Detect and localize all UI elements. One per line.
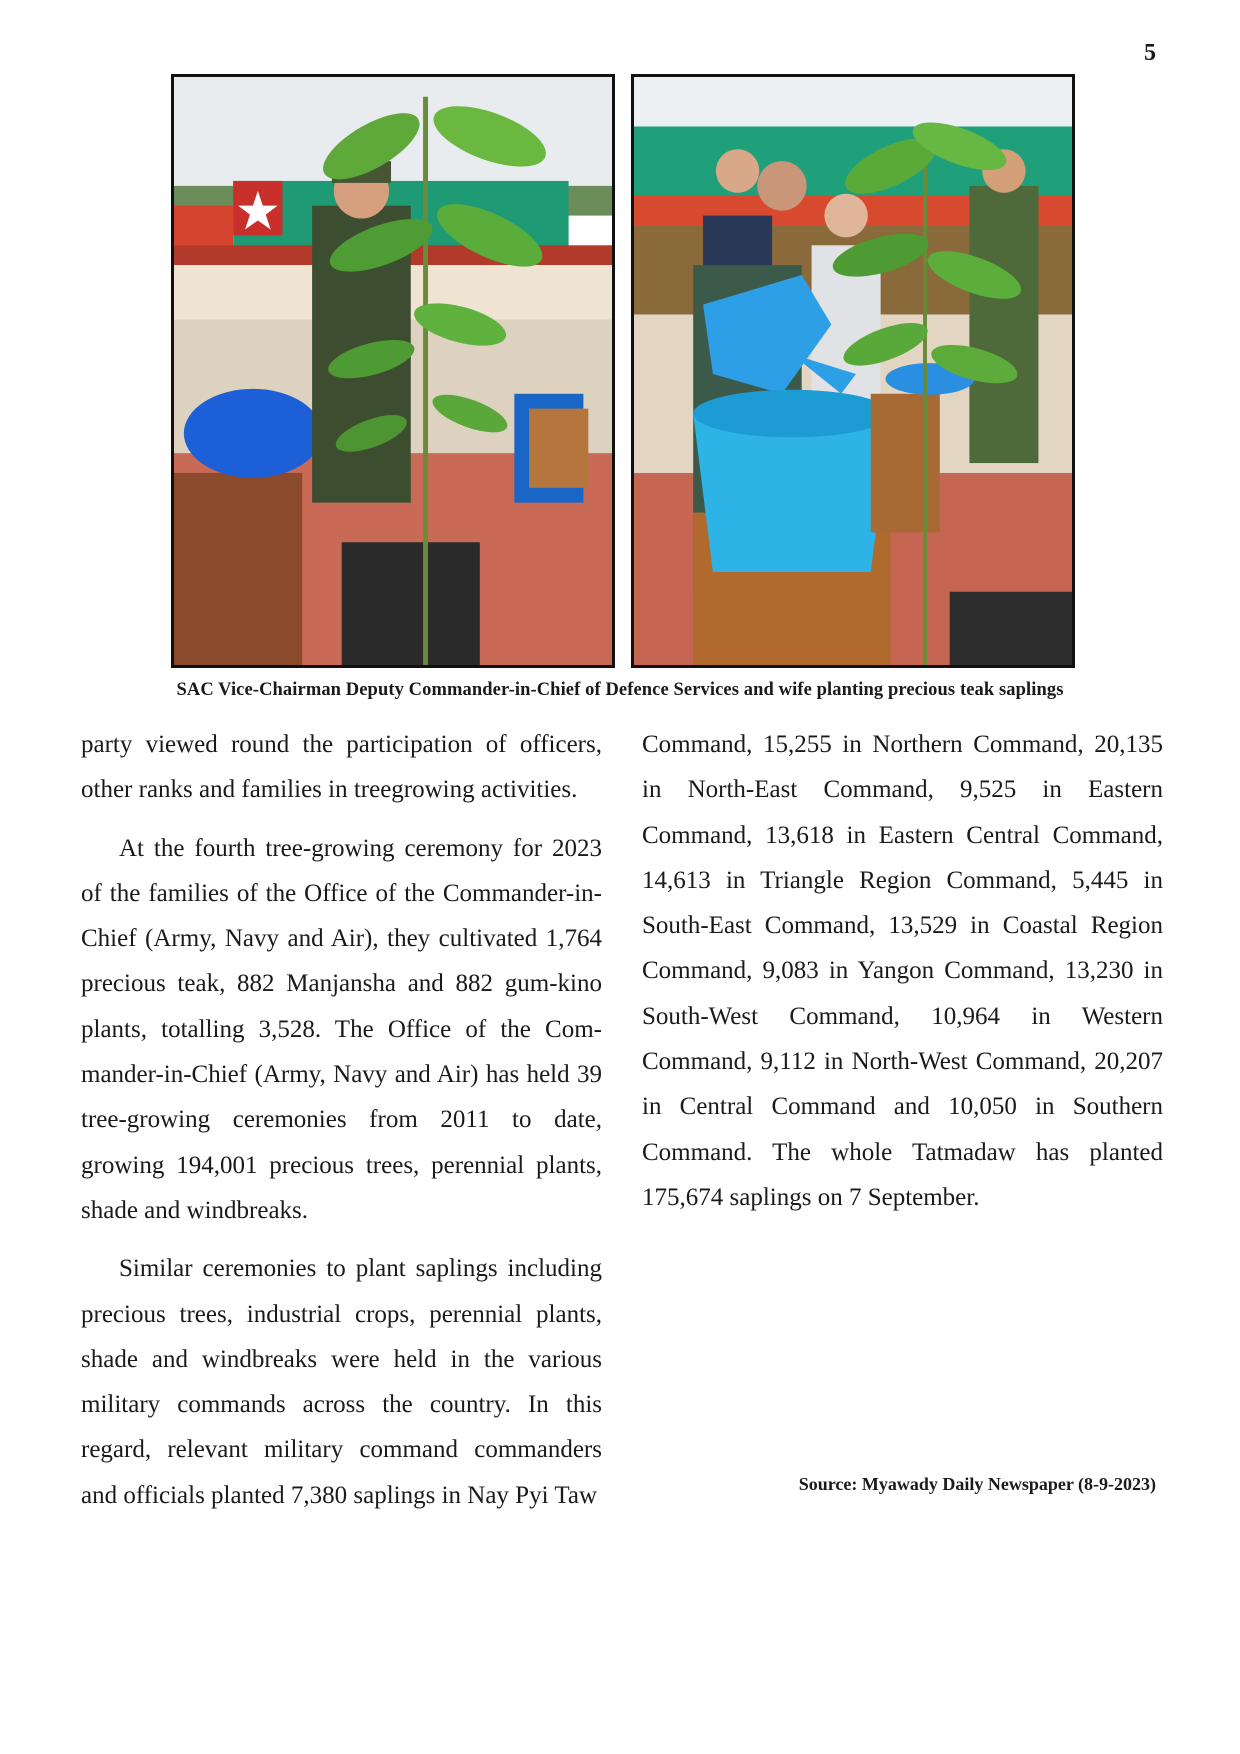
article-paragraph: Command, 15,255 in Northern Command, 20,135 in North-East Command, 9,525 in Eastern Command, 13,618 in Eastern Central Command, 14,613 in Triangle Region Command, 5,445 in South-East Command, 13,529 in Coastal Region Command, 9,083 in Yangon Command, 13,230 in South-West Command, 10,964 in Western Command, 9,112 in North-West Command, 20,207 in Central Command and 10,050 in Southern Command. The whole Tatmadaw has planted 175,674 saplings on 7 September.: [642, 731, 1163, 1211]
planting-photo-commander-image: [174, 77, 612, 665]
source-credit: Source: Myawady Daily Newspaper (8-9-2023): [798, 1474, 1156, 1494]
photo-caption: SAC Vice-Chairman Deputy Commander-in-Chief of Defence Services and wife planting precious teak saplings: [176, 680, 1064, 700]
watering-photo-wife-image: [634, 77, 1072, 665]
page-number: 5: [1144, 40, 1156, 66]
article-paragraph: Similar ceremonies to plant saplings including precious trees, industrial crops, perennial plants, shade and windbreaks were held in the various military commands across the country. In this regard, relevant military command commanders and officials planted 7,380 saplings in Nay Pyi Taw: [81, 1255, 602, 1509]
article-column-right: [642, 722, 1163, 1233]
planting-photo-commander: [171, 74, 615, 668]
watering-photo-wife: [631, 74, 1075, 668]
article-paragraph: At the fourth tree-growing ceremony for 2023 of the families of the Office of the Commander-in-Chief (Army, Navy and Air), they cultivated 1,764 precious teak, 882 Manjansha and 882 gum-kino plants, totalling 3,528. The Office of the Commander-in-Chief (Army, Navy and Air) has held 39 tree-growing ceremonies from 2011 to date, growing 194,001 precious trees, perennial plants, shade and windbreaks.: [81, 834, 602, 1224]
article-paragraph: party viewed round the participation of officers, other ranks and families in treegrowing activities.: [81, 731, 602, 804]
article-column-left: [81, 722, 602, 1531]
